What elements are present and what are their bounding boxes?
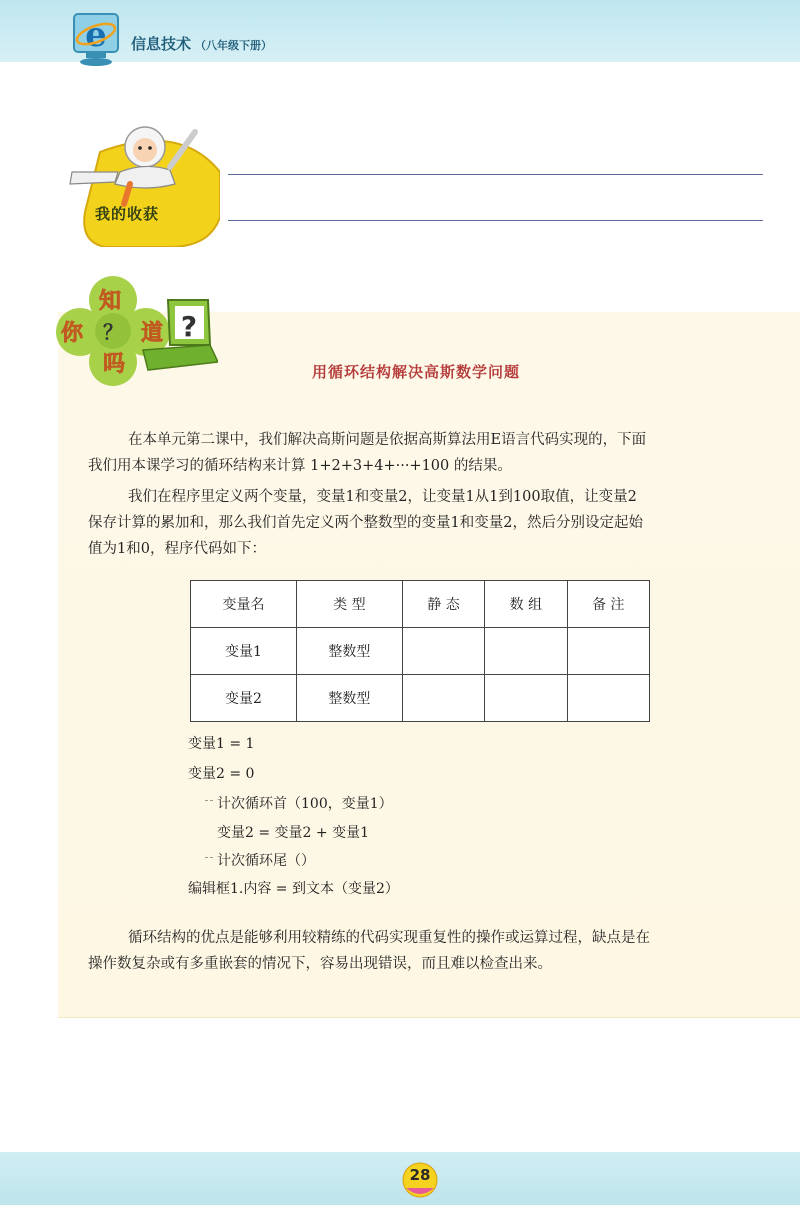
paragraph-2-line-2: 保存计算的累加和，那么我们首先定义两个整数型的变量1和变量2，然后分别设定起始	[88, 515, 643, 531]
page-number: 28	[409, 1166, 431, 1184]
table-cell	[567, 628, 649, 675]
table-cell	[402, 675, 484, 722]
table-header-cell: 数 组	[485, 581, 567, 628]
header-subtitle: （八年级下册）	[195, 39, 273, 52]
paragraph-3	[88, 925, 748, 977]
code-line: 变量2 = 0	[188, 766, 255, 782]
clover-char-zhi: 知	[98, 289, 122, 314]
code-line: 计次循环尾（）	[217, 853, 315, 869]
table-cell: 变量2	[191, 675, 297, 722]
paragraph-1-line-2: 我们用本课学习的循环结构来计算 1+2+3+4+···+100 的结果。	[88, 458, 512, 474]
clover-char-q: ？	[103, 320, 123, 344]
code-line: 变量1 = 1	[188, 736, 255, 752]
ie-logo-icon	[70, 10, 122, 68]
clover-badge-icon	[48, 270, 218, 390]
table-cell: 整数型	[296, 675, 402, 722]
table-row	[191, 628, 650, 675]
code-line: 计次循环首（100，变量1）	[217, 796, 393, 812]
paragraph-2	[88, 484, 748, 562]
table-header-cell: 备 注	[567, 581, 649, 628]
table-header-cell: 静 态	[402, 581, 484, 628]
table-header-row	[191, 581, 650, 628]
paragraph-1	[88, 427, 748, 479]
section-title: 用循环结构解决高斯数学问题	[312, 363, 521, 381]
paragraph-2-line-3: 值为1和0，程序代码如下：	[88, 541, 266, 557]
clover-char-ma: 吗	[102, 352, 126, 377]
table-cell: 整数型	[296, 628, 402, 675]
clover-char-dao: 道	[140, 321, 164, 346]
paragraph-3-line-2: 操作数复杂或有多重嵌套的情况下，容易出现错误，而且难以检查出来。	[88, 956, 552, 972]
table-header-cell: 变量名	[191, 581, 297, 628]
paragraph-3-line-1: 循环结构的优点是能够利用较精练的代码实现重复性的操作或运算过程，缺点是在	[128, 930, 650, 946]
clover-char-ni: 你	[60, 321, 84, 346]
svg-text:e: e	[85, 15, 107, 55]
table-cell	[485, 628, 567, 675]
table-header-cell: 类 型	[296, 581, 402, 628]
code-line: 编辑框1.内容 = 到文本（变量2）	[188, 881, 399, 897]
table-cell: 变量1	[191, 628, 297, 675]
code-branch-marker	[205, 800, 213, 801]
paragraph-1-line-1: 在本单元第二课中，我们解决高斯问题是依据高斯算法用E语言代码实现的，下面	[128, 432, 647, 448]
header-title: 信息技术 （八年级下册）	[131, 35, 273, 53]
code-branch-marker	[205, 857, 213, 858]
table-cell	[485, 675, 567, 722]
code-line: 变量2 = 变量2 + 变量1	[217, 825, 369, 841]
paragraph-2-line-1: 我们在程序里定义两个变量，变量1和变量2，让变量1从1到100取值，让变量2	[128, 489, 637, 505]
astronaut-badge-icon	[60, 112, 220, 247]
harvest-label: 我的收获	[95, 205, 160, 223]
answer-line	[228, 174, 763, 175]
table-row	[191, 675, 650, 722]
svg-text:?: ?	[180, 310, 198, 343]
variable-table	[190, 580, 650, 722]
table-cell	[402, 628, 484, 675]
table-cell	[567, 675, 649, 722]
answer-line	[228, 220, 763, 221]
